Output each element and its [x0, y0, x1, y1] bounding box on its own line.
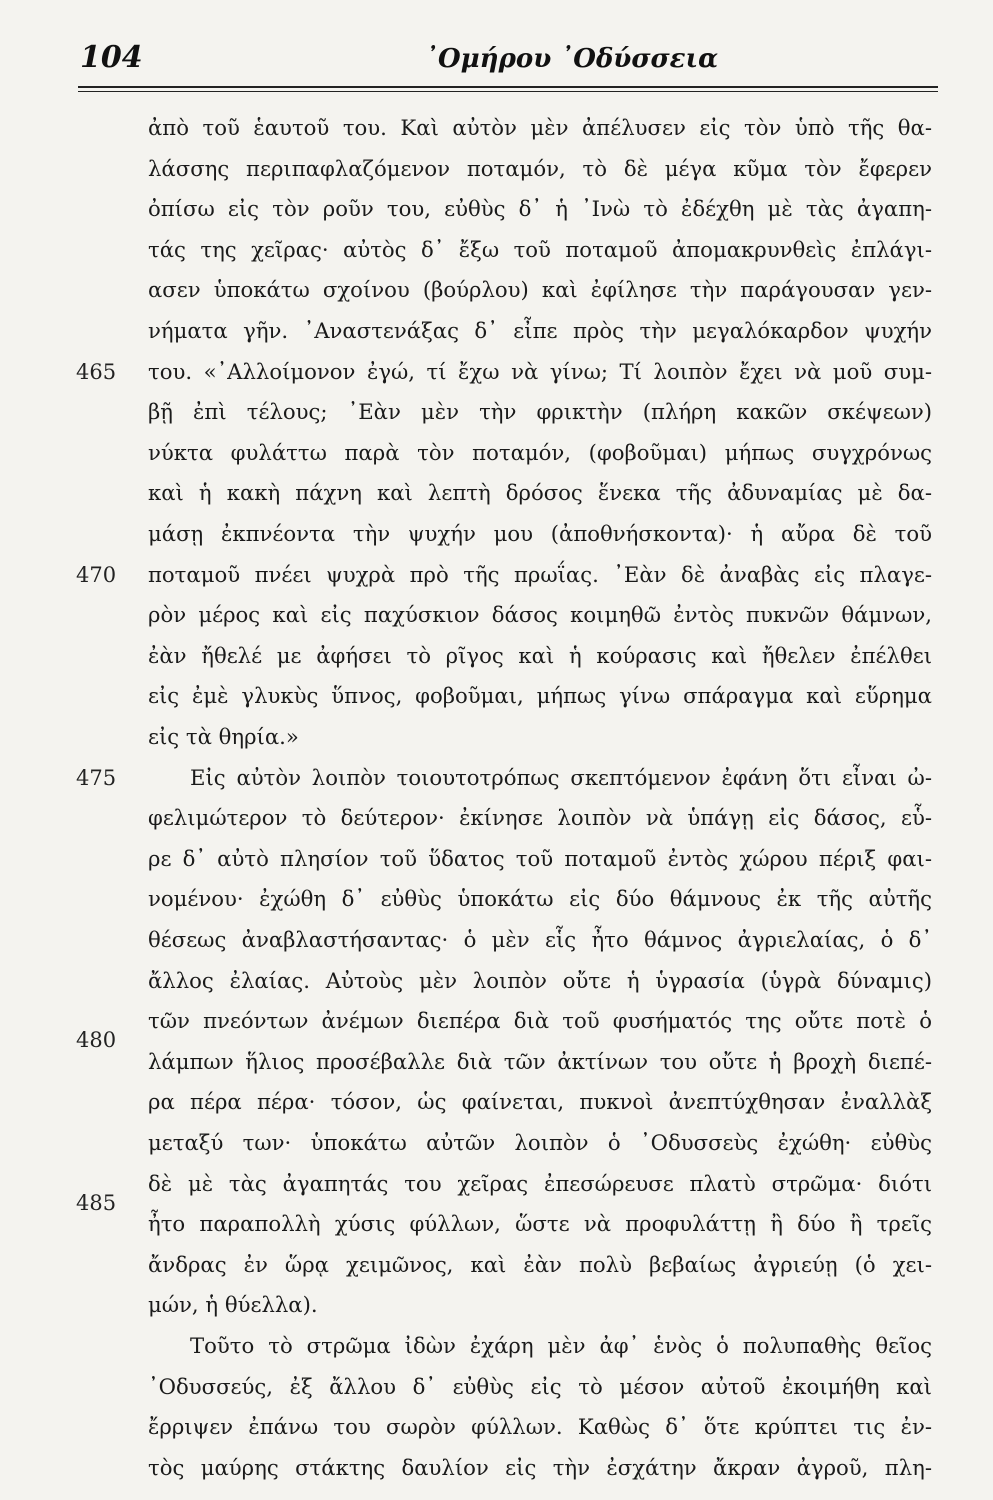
text-line: ασεν ὑποκάτω σχοίνου (βούρλου) καὶ ἐφίλησε τὴν παράγουσαν γεν-	[148, 277, 932, 303]
text-line: Τοῦτο τὸ στρῶμα ἰδὼν ἐχάρη μὲν ἀφ᾿ ἑνὸς ὁ πολυπαθὴς θεῖος	[190, 1333, 932, 1358]
running-head: ᾿Ομήρου ᾿Οδύσσεια	[425, 44, 719, 74]
text-line: καὶ ἡ κακὴ πάχνη καὶ λεπτὴ δρόσος ἕνεκα τῆς ἀδυναμίας μὲ δα-	[148, 480, 932, 506]
text-line: βῇ ἐπὶ τέλους; ᾿Εὰν μὲν τὴν φρικτὴν (πλήρη κακῶν σκέψεων)	[148, 399, 932, 425]
text-line: ἀπὸ τοῦ ἑαυτοῦ του. Καὶ αὐτὸν μὲν ἀπέλυσεν εἰς τὸν ὑπὸ τῆς θα-	[148, 115, 932, 140]
text-line: ρα πέρα πέρα· τόσον, ὡς φαίνεται, πυκνοὶ ἀνεπτύχθησαν ἐναλλὰξ	[148, 1089, 932, 1115]
text-line: τάς της χεῖρας· αὐτὸς δ᾿ ἔξω τοῦ ποταμοῦ ἀπομακρυνθεὶς ἐπλάγι-	[148, 236, 932, 262]
text-line: μών, ἡ θύελλα).	[148, 1292, 318, 1318]
line-number: 475	[76, 765, 117, 790]
text-line: ἄνδρας ἐν ὥρᾳ χειμῶνος, καὶ ἐὰν πολὺ βεβαίως ἀγριεύῃ (ὁ χει-	[148, 1251, 932, 1277]
text-line: εἰς τὰ θηρία.»	[148, 724, 299, 749]
text-line: νήματα γῆν. ᾿Αναστενάξας δ᾿ εἶπε πρὸς τὴν μεγαλόκαρδον ψυχήν	[148, 318, 932, 343]
text-line: λάμπων ἥλιος προσέβαλλε διὰ τῶν ἀκτίνων του οὔτε ἡ βροχὴ διεπέ-	[148, 1048, 932, 1074]
text-line: ποταμοῦ πνέει ψυχρὰ πρὸ τῆς πρωΐας. ᾿Εὰν δὲ ἀναβὰς εἰς πλαγε-	[148, 561, 932, 587]
header-rule-thin	[78, 91, 938, 92]
line-number: 485	[76, 1191, 117, 1215]
text-line: μάσῃ ἐκπνέοντα τὴν ψυχήν μου (ἀποθνήσκοντα)· ἡ αὔρα δὲ τοῦ	[148, 521, 932, 546]
text-line: ἦτο παραπολλὴ χύσις φύλλων, ὥστε νὰ προφυλάττῃ ἢ δύο ἢ τρεῖς	[148, 1211, 932, 1237]
line-number: 480	[76, 1028, 117, 1053]
text-line: ὀπίσω εἰς τὸν ροῦν του, εὐθὺς δ᾿ ἡ ᾿Ινὼ τὸ ἐδέχθη μὲ τὰς ἀγαπη-	[148, 196, 932, 222]
text-line: του. «᾿Αλλοίμονον ἐγώ, τί ἔχω νὰ γίνω; Τί λοιπὸν ἔχει νὰ μοῦ συμ-	[148, 358, 932, 384]
text-line: ρὸν μέρος καὶ εἰς παχύσκιον δάσος κοιμηθῶ ἐντὸς πυκνῶν θάμνων,	[148, 602, 932, 628]
text-line: δὲ μὲ τὰς ἀγαπητάς του χεῖρας ἐπεσώρευσε πλατὺ στρῶμα· διότι	[148, 1170, 932, 1196]
text-line: Εἰς αὐτὸν λοιπὸν τοιουτοτρόπως σκεπτόμενον ἐφάνη ὅτι εἶναι ὠ-	[190, 764, 932, 790]
text-line: μεταξύ των· ὑποκάτω αὐτῶν λοιπὸν ὁ ᾿Οδυσσεὺς ἐχώθη· εὐθὺς	[148, 1130, 932, 1155]
text-line: θέσεως ἀναβλαστήσαντας· ὁ μὲν εἷς ἦτο θάμνος ἀγριελαίας, ὁ δ᾿	[148, 927, 932, 952]
text-line: νύκτα φυλάττω παρὰ τὸν ποταμόν, (φοβοῦμαι) μήπως συγχρόνως	[148, 439, 932, 465]
text-line: νομένου· ἐχώθη δ᾿ εὐθὺς ὑποκάτω εἰς δύο θάμνους ἐκ τῆς αὐτῆς	[148, 886, 932, 912]
text-line: τῶν πνεόντων ἀνέμων διεπέρα διὰ τοῦ φυσήματός της οὔτε ποτὲ ὁ	[148, 1008, 932, 1034]
line-number: 465	[76, 359, 117, 384]
text-line: ἔρριψεν ἐπάνω του σωρὸν φύλλων. Καθὼς δ᾿ ὅτε κρύπτει τις ἐν-	[148, 1414, 932, 1440]
text-line: ἐὰν ἤθελέ με ἀφήσει τὸ ρῖγος καὶ ἡ κούρασις καὶ ἤθελεν ἐπέλθει	[148, 642, 932, 668]
text-line: ἄλλος ἐλαίας. Αὐτοὺς μὲν λοιπὸν οὔτε ἡ ὑγρασία (ὑγρὰ δύναμις)	[148, 967, 932, 993]
text-line: εἰς ἐμὲ γλυκὺς ὕπνος, φοβοῦμαι, μήπως γίνω σπάραγμα καὶ εὕρημα	[148, 683, 932, 709]
text-line: λάσσης περιπαφλαζόμενον ποταμόν, τὸ δὲ μέγα κῦμα τὸν ἔφερεν	[148, 155, 932, 181]
text-line: τὸς μαύρης στάκτης δαυλίον εἰς τὴν ἐσχάτην ἄκραν ἀγροῦ, πλη-	[148, 1454, 932, 1480]
text-line: ρε δ᾿ αὐτὸ πλησίον τοῦ ὕδατος τοῦ ποταμοῦ ἐντὸς χώρου πέριξ φαι-	[148, 845, 932, 871]
line-number: 470	[76, 562, 117, 587]
page-number: 104	[80, 40, 143, 75]
text-line: ᾿Οδυσσεύς, ἐξ ἄλλου δ᾿ εὐθὺς εἰς τὸ μέσον αὐτοῦ ἐκοιμήθη καὶ	[148, 1373, 932, 1399]
text-line: φελιμώτερον τὸ δεύτερον· ἐκίνησε λοιπὸν νὰ ὑπάγῃ εἰς δάσος, εὗ-	[148, 805, 932, 831]
header-rule	[78, 86, 938, 88]
